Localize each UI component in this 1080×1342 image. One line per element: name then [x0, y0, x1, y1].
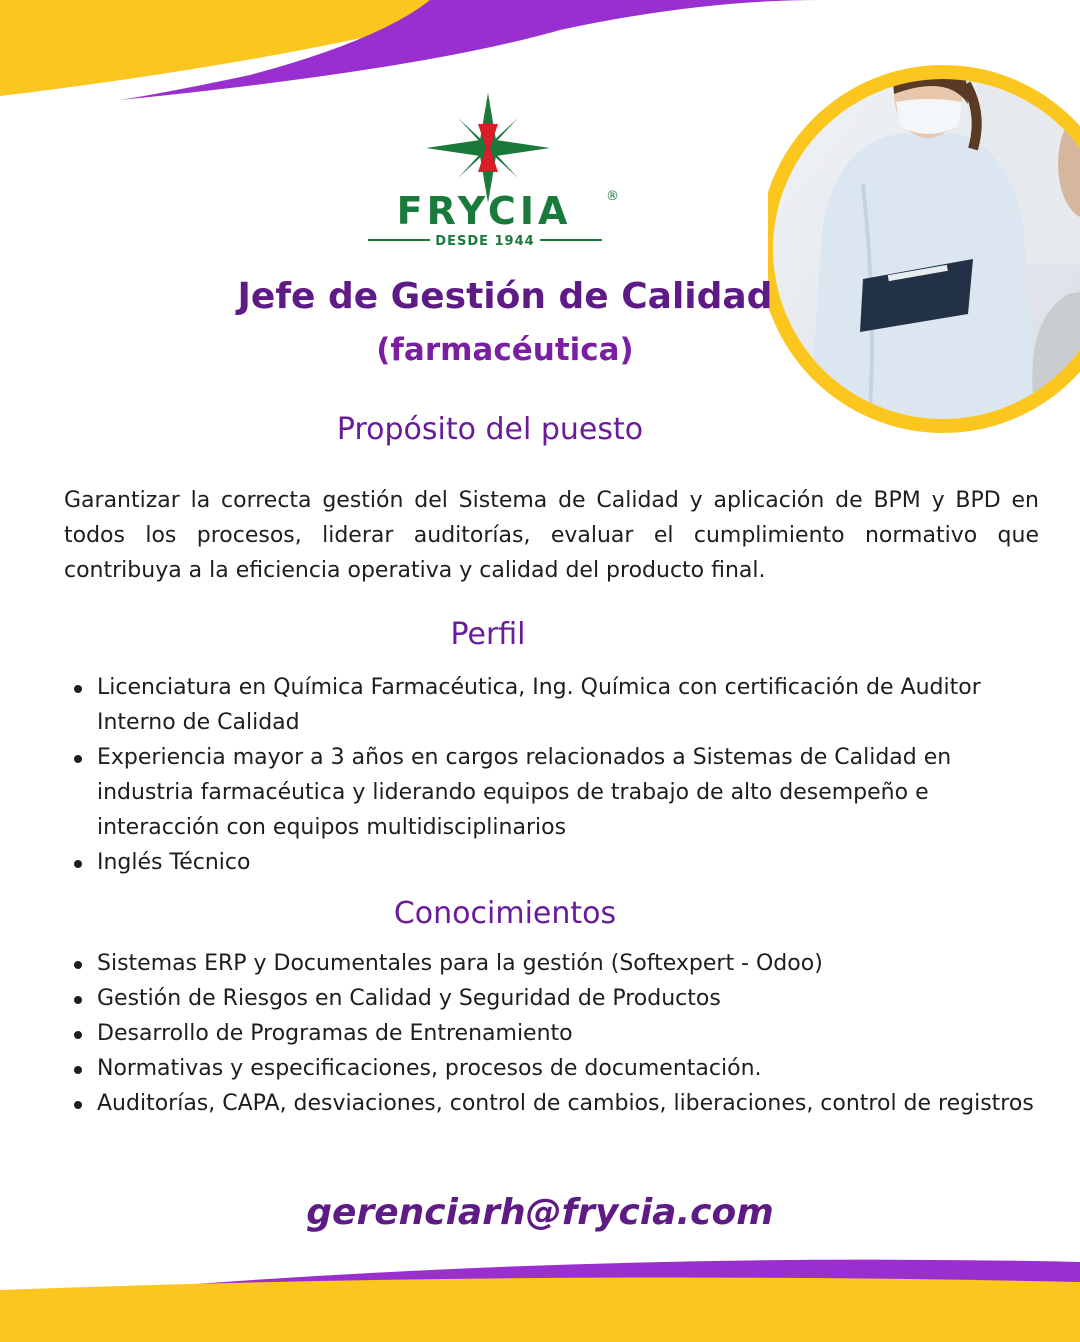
- profile-list: [64, 670, 1004, 880]
- frycia-logo: [360, 88, 620, 263]
- list-item: Experiencia mayor a 3 años en cargos relacionados a Sistemas de Calidad en industria farmacéutica y liderando equipos de trabajo de alto desempeño e interacción con equipos multidisciplinarios: [64, 740, 1004, 845]
- profile-heading: Perfil: [450, 617, 526, 652]
- header-photo: [768, 24, 1080, 434]
- list-item: Inglés Técnico: [64, 845, 1004, 880]
- bottom-yellow-band: [0, 1278, 1080, 1342]
- purpose-text: Garantizar la correcta gestión del Sistema de Calidad y aplicación de BPM y BPD en todos los procesos, liderar auditorías, evaluar el cumplimiento normativo que contribuya a la eficiencia operativa y calidad del producto final.: [64, 488, 1039, 583]
- brand-name: FRYCIA: [396, 189, 572, 233]
- contact-email[interactable]: gerenciarh@frycia.com: [306, 1192, 774, 1233]
- list-item: Licenciatura en Química Farmacéutica, Ing. Química con certificación de Auditor Interno de Calidad: [64, 670, 1004, 740]
- job-title: Jefe de Gestión de Calidad: [237, 276, 773, 317]
- knowledge-list: [64, 946, 1039, 1121]
- purpose-heading: Propósito del puesto: [336, 412, 644, 447]
- compass-star-icon: [426, 93, 550, 203]
- knowledge-heading: Conocimientos: [393, 896, 617, 931]
- brand-tagline: DESDE 1944: [435, 234, 535, 249]
- list-item: Auditorías, CAPA, desviaciones, control de cambios, liberaciones, control de registros: [64, 1086, 1039, 1121]
- list-item: Desarrollo de Programas de Entrenamiento: [64, 1016, 1039, 1051]
- job-subtitle: (farmacéutica): [376, 332, 634, 368]
- list-item: Gestión de Riesgos en Calidad y Seguridad de Productos: [64, 981, 1039, 1016]
- registered-mark: ®: [606, 189, 619, 204]
- list-item: Normativas y especificaciones, procesos de documentación.: [64, 1051, 1039, 1086]
- list-item: Sistemas ERP y Documentales para la gestión (Softexpert - Odoo): [64, 946, 1039, 981]
